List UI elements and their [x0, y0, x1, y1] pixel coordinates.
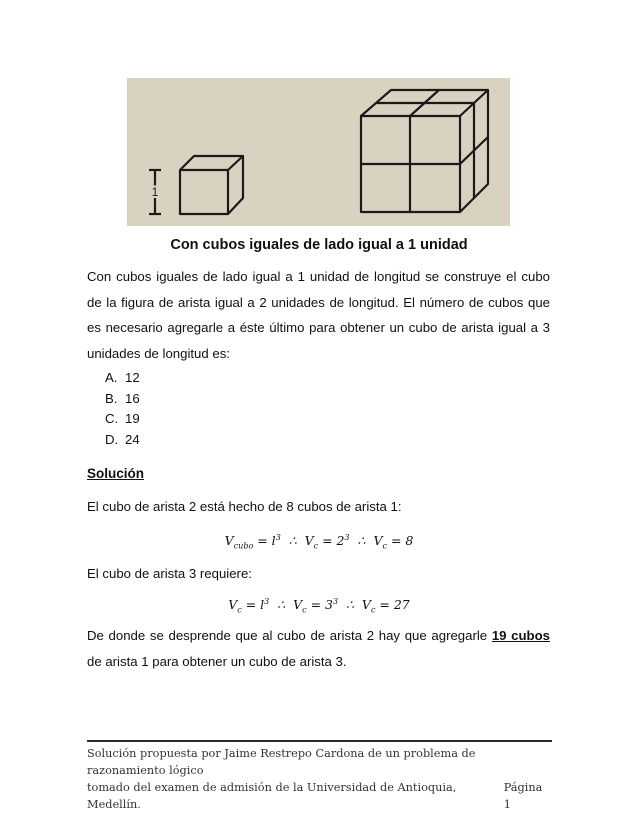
answer-options — [105, 368, 140, 450]
footer-line-2: tomado del examen de admisión de la Universidad de Antioquia, Medellín. — [87, 781, 457, 811]
cube-figure — [127, 78, 510, 226]
option-d: D. 24 — [105, 431, 140, 447]
conclusion-paragraph: De donde se desprende que al cubo de arista 2 hay que agregarle 19 cubos de arista 1 para obtener un cubo de arista 3. — [87, 628, 551, 669]
small-cube-top — [180, 156, 243, 170]
page-number: Página 1 — [503, 781, 543, 811]
solution-heading: Solución — [87, 466, 144, 481]
small-cube-side — [228, 156, 243, 214]
answer-highlight: 19 cubos — [491, 628, 551, 643]
page-title: Con cubos iguales de lado igual a 1 unidad — [170, 237, 468, 253]
footer-line-1: Solución propuesta por Jaime Restrepo Cardona de un problema de razonamiento lógico — [87, 747, 476, 777]
solution-line-1: El cubo de arista 2 está hecho de 8 cubos de arista 1: — [87, 499, 402, 514]
page-footer — [87, 745, 552, 813]
formula-volume-3: $V_c = l^3$ ∴ $V_c = 3^3$ ∴ $V_c = 27$ — [228, 597, 410, 615]
option-c: C. 19 — [105, 411, 140, 426]
footer-divider — [87, 740, 552, 742]
option-b: B. 16 — [105, 390, 140, 406]
cube-illustration — [127, 78, 510, 226]
option-a: A. 12 — [105, 370, 140, 385]
problem-statement: Con cubos iguales de lado igual a 1 unidad de longitud se construye el cubo de la figura de arista igual a 2 unidades de longitud. El número de cubos que es necesario agregarle a éste último para obtener un cubo de arista igual a 3 unidades de longitud es: — [87, 269, 550, 361]
solution-line-2: El cubo de arista 3 requiere: — [87, 566, 252, 581]
formula-volume-2: $V_{cubo} = l^3$ ∴ $V_c = 2^3$ ∴ $V_c = 8$ — [224, 533, 414, 551]
dimension-label: 1 — [151, 185, 159, 199]
small-cube-front — [180, 170, 228, 214]
